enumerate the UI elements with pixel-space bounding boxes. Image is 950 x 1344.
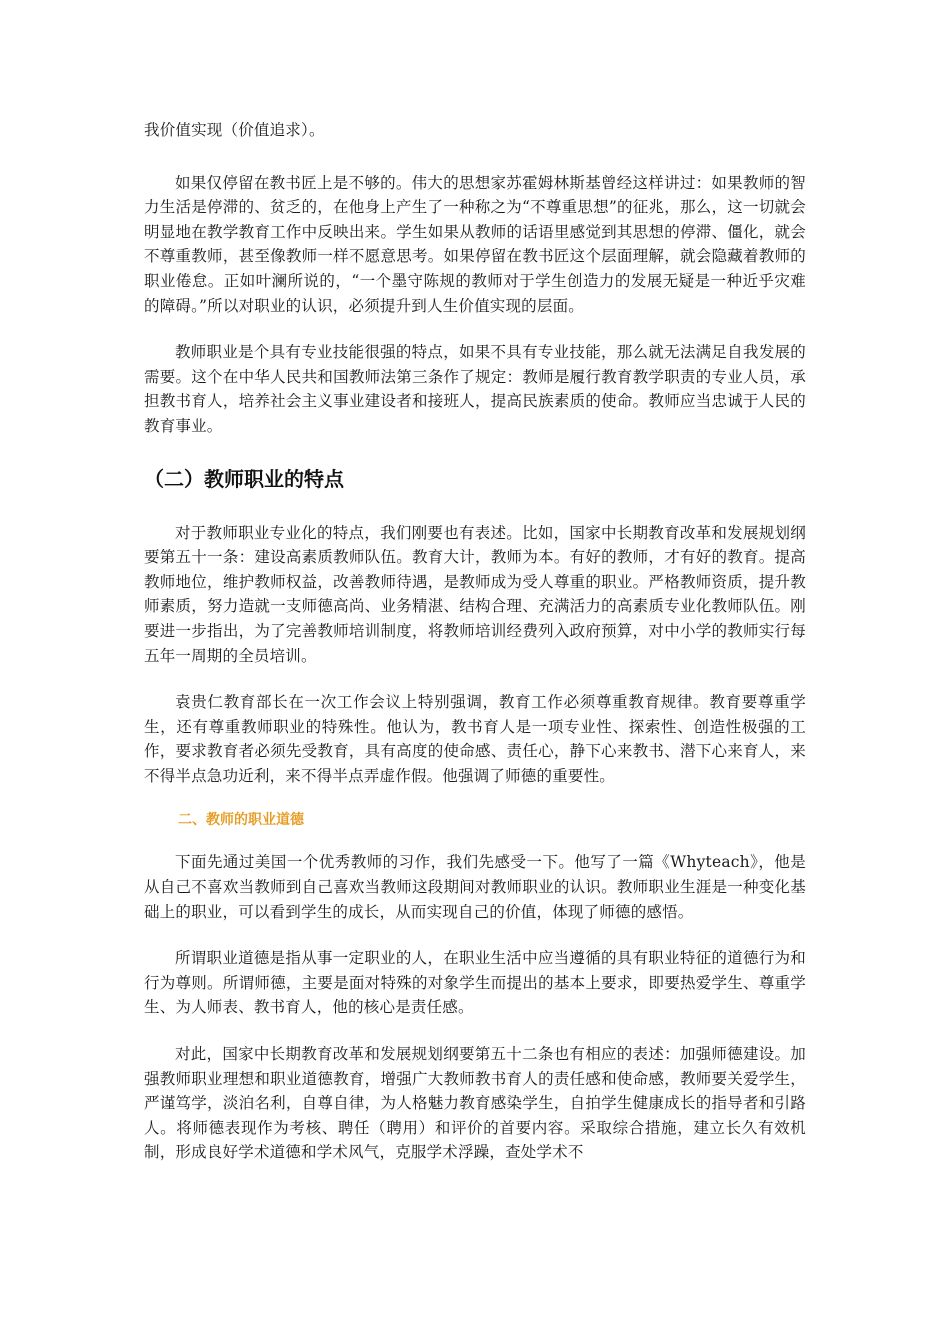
paragraph: 如果仅停留在教书匠上是不够的。伟大的思想家苏霍姆林斯基曾经这样讲过：如果教师的智力生活是停滞的、贫乏的，在他身上产生了一种称之为“不尊重思想”的征兆，那么，这一切就会明显地在教学教育工作中反映出来。学生如果从教师的话语里感觉到其思想的停滞、僵化，就会不尊重教师，甚至像教师一样不愿意思考。如果停留在教书匠这个层面理解，就会隐藏着教师的职业倦怠。正如叶澜所说的，“一个墨守陈规的教师对于学生创造力的发展无疑是一种近乎灾难的障碍。”所以对职业的认识，必须提升到人生价值实现的层面。	[144, 173, 806, 315]
paragraph-continued: 我价值实现（价值追求）。	[144, 121, 325, 139]
paragraph: 教师职业是个具有专业技能很强的特点，如果不具有专业技能，那么就无法满足自我发展的需要。这个在中华人民共和国教师法第三条作了规定：教师是履行教育教学职责的专业人员，承担教书育人，培养社会主义事业建设者和接班人，提高民族素质的使命。教师应当忠诚于人民的教育事业。	[144, 343, 806, 435]
paragraph: 所谓职业道德是指从事一定职业的人，在职业生活中应当遵循的具有职业特征的道德行为和行为尊则。所谓师德，主要是面对特殊的对象学生而提出的基本上要求，即要热爱学生、尊重学生、为人师表、教书育人，他的核心是责任感。	[144, 949, 806, 1017]
paragraph: 对于教师职业专业化的特点，我们刚要也有表述。比如，国家中长期教育改革和发展规划纲要第五十一条：建设高素质教师队伍。教育大计，教师为本。有好的教师，才有好的教育。提高教师地位，维护教师权益，改善教师待遇，是教师成为受人尊重的职业。严格教师资质，提升教师素质，努力造就一支师德高尚、业务精湛、结构合理、充满活力的高素质专业化教师队伍。刚要进一步指出，为了完善教师培训制度，将教师培训经费列入政府预算，对中小学的教师实行每五年一周期的全员培训。	[144, 523, 806, 665]
document-page	[144, 118, 806, 1187]
section-heading: （二）教师职业的特点	[144, 466, 344, 491]
paragraph: 袁贵仁教育部长在一次工作会议上特别强调，教育工作必须尊重教育规律。教育要尊重学生，还有尊重教师职业的特殊性。他认为，教书育人是一项专业性、探索性、创造性极强的工作，要求教育者必须先受教育，具有高度的使命感、责任心，静下心来教书、潜下心来育人，来不得半点急功近利，来不得半点弄虚作假。他强调了师德的重要性。	[144, 693, 806, 785]
paragraph: 对此，国家中长期教育改革和发展规划纲要第五十二条也有相应的表述：加强师德建设。加强教师职业理想和职业道德教育，增强广大教师教书育人的责任感和使命感，教师要关爱学生，严谨笃学，淡泊名利，自尊自律，为人格魅力教育感染学生，自拍学生健康成长的指导者和引路人。将师德表现作为考核、聘任（聘用）和评价的首要内容。采取综合措施，建立长久有效机制，形成良好学术道德和学术风气，克服学术浮躁，查处学术不	[144, 1045, 806, 1162]
chapter-heading: 二、教师的职业道德	[178, 812, 304, 829]
paragraph: 下面先通过美国一个优秀教师的习作，我们先感受一下。他写了一篇《Whyteach》，他是从自己不喜欢当教师到自己喜欢当教师这段期间对教师职业的认识。教师职业生涯是一种变化基础上的职业，可以看到学生的成长，从而实现自己的价值，体现了师德的感悟。	[144, 853, 806, 921]
